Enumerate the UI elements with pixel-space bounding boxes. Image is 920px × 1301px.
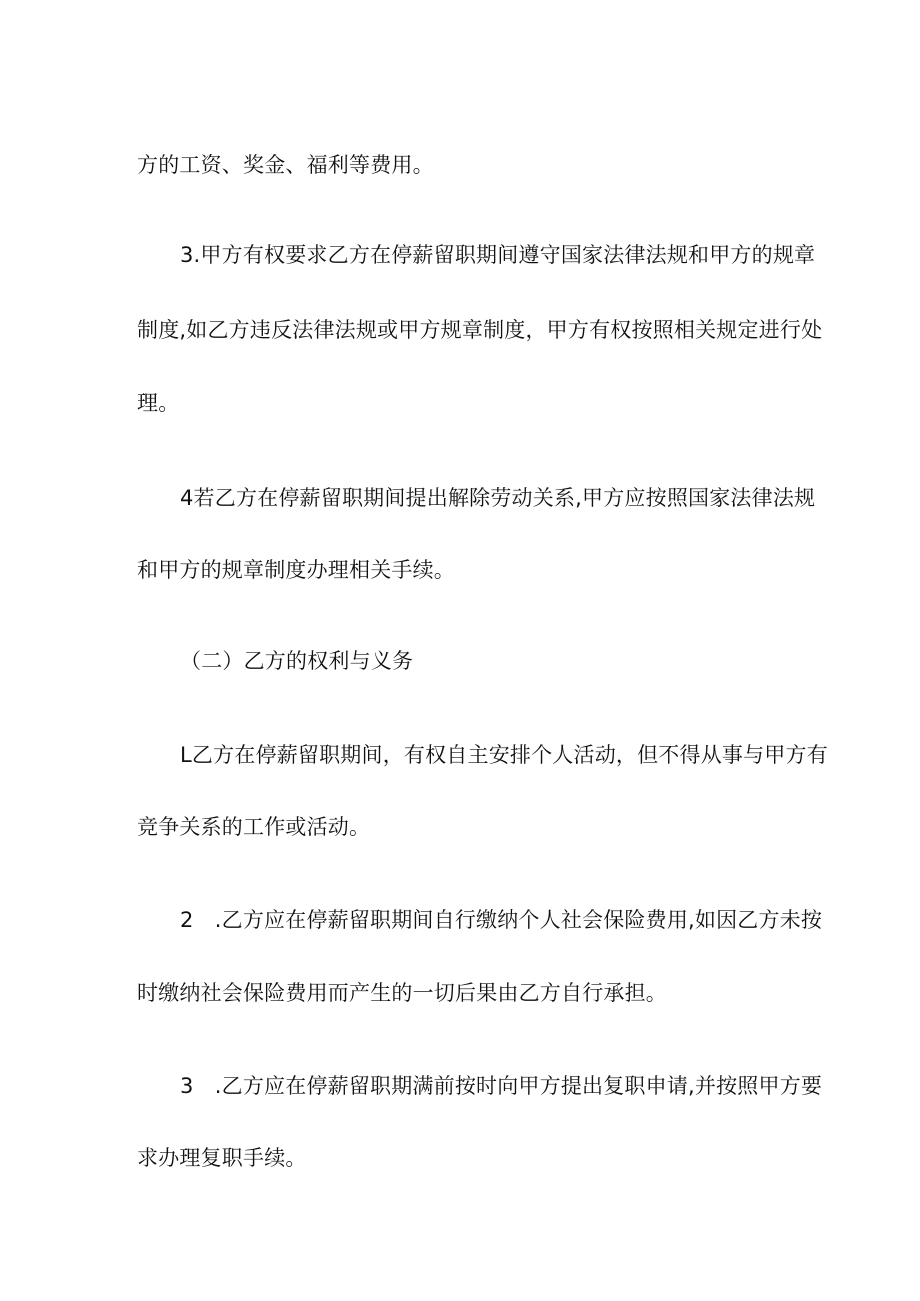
section-heading: （二）乙方的权利与义务 [180,649,414,673]
paragraph-line: 3 .乙方应在停薪留职期满前按时向甲方提出复职申请,并按照甲方要 [180,1074,823,1098]
paragraph-line: L乙方在停薪留职期间，有权自主安排个人活动，但不得从事与甲方有 [180,743,828,767]
paragraph-line: 和甲方的规章制度办理相关手续。 [137,558,455,582]
paragraph-line: 制度,如乙方违反法律法规或甲方规章制度，甲方有权按照相关规定进行处 [137,318,823,342]
paragraph-line: 方的工资、奖金、福利等费用。 [137,153,434,177]
paragraph-line: 理。 [137,391,180,415]
paragraph-line: 2 .乙方应在停薪留职期间自行缴纳个人社会保险费用,如因乙方未按 [180,908,823,932]
paragraph-line: 竞争关系的工作或活动。 [137,815,371,839]
paragraph-line: 4若乙方在停薪留职期间提出解除劳动关系,甲方应按照国家法律法规 [180,486,816,510]
paragraph-line: 时缴纳社会保险费用而产生的一切后果由乙方自行承担。 [137,981,667,1005]
paragraph-line: 3.甲方有权要求乙方在停薪留职期间遵守国家法律法规和甲方的规章 [180,243,816,267]
paragraph-line: 求办理复职手续。 [137,1146,307,1170]
